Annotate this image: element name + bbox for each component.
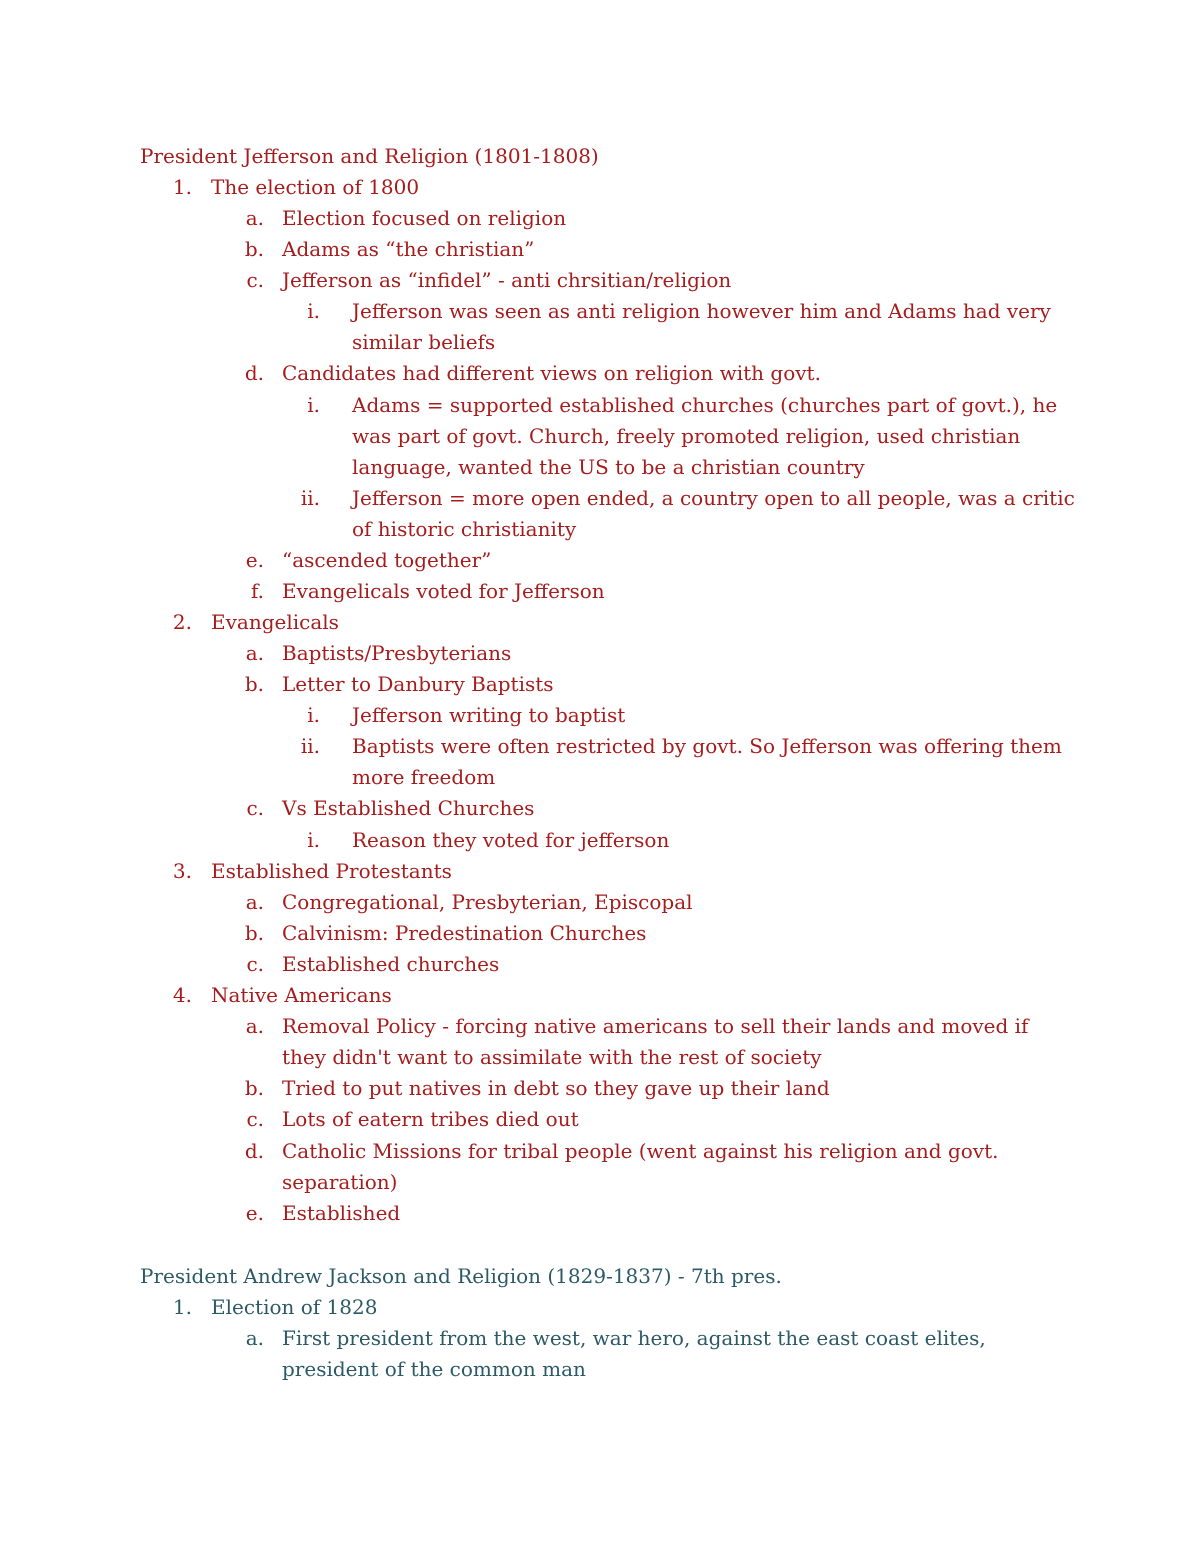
list-item: Baptists/Presbyterians (282, 641, 512, 665)
list-item: Evangelicals voted for Jefferson (282, 579, 605, 603)
list-item: Reason they voted for jefferson (352, 828, 670, 852)
list-item: Vs Established Churches (282, 796, 535, 820)
list-marker: a. (245, 1014, 264, 1038)
list-item: Election of 1828 (211, 1295, 378, 1319)
list-marker: c. (246, 1107, 264, 1131)
list-marker: e. (245, 548, 264, 572)
list-item: Lots of eatern tribes died out (282, 1107, 579, 1131)
section-title: President Jefferson and Religion (1801-1808) (140, 144, 599, 168)
list-item: Adams = supported established churches (churches part of govt.), he (352, 393, 1058, 417)
section-title: President Andrew Jackson and Religion (1829-1837) - 7th pres. (140, 1264, 782, 1288)
list-item: Congregational, Presbyterian, Episcopal (282, 890, 693, 914)
list-item: Catholic Missions for tribal people (went against his religion and govt. (282, 1139, 999, 1163)
list-marker: i. (307, 393, 320, 417)
list-item-continued: they didn't want to assimilate with the rest of society (282, 1045, 822, 1069)
list-marker: c. (246, 796, 264, 820)
list-item: Jefferson as “infidel” - anti chrsitian/religion (282, 268, 732, 292)
list-item: Established Protestants (211, 859, 452, 883)
list-item: Jefferson writing to baptist (352, 703, 626, 727)
list-marker: a. (245, 206, 264, 230)
list-item: Removal Policy - forcing native americans to sell their lands and moved if (282, 1014, 1029, 1038)
list-item: Tried to put natives in debt so they gave up their land (282, 1076, 830, 1100)
list-marker: 1. (172, 1295, 192, 1319)
list-item: “ascended together” (282, 548, 492, 572)
list-marker: a. (245, 1326, 264, 1350)
list-marker: 2. (172, 610, 192, 634)
list-item-continued: was part of govt. Church, freely promoted religion, used christian (352, 424, 1021, 448)
list-item-continued: separation) (282, 1170, 398, 1194)
list-marker: b. (244, 672, 264, 696)
list-marker: f. (250, 579, 264, 603)
list-marker: b. (244, 921, 264, 945)
list-marker: d. (244, 361, 264, 385)
list-item-continued: language, wanted the US to be a christian country (352, 455, 865, 479)
list-marker: e. (245, 1201, 264, 1225)
list-marker: b. (244, 1076, 264, 1100)
list-item-continued: more freedom (352, 765, 496, 789)
list-marker: 1. (172, 175, 192, 199)
list-item-continued: of historic christianity (352, 517, 577, 541)
list-item: Jefferson was seen as anti religion however him and Adams had very (352, 299, 1051, 323)
list-marker: i. (307, 828, 320, 852)
list-item: Letter to Danbury Baptists (282, 672, 554, 696)
list-item: Native Americans (211, 983, 392, 1007)
list-item: Evangelicals (211, 610, 339, 634)
list-item: Adams as “the christian” (282, 237, 535, 261)
list-item: Established churches (282, 952, 500, 976)
list-marker: d. (244, 1139, 264, 1163)
list-marker: b. (244, 237, 264, 261)
list-item: Calvinism: Predestination Churches (282, 921, 647, 945)
list-marker: c. (246, 268, 264, 292)
list-marker: i. (307, 299, 320, 323)
list-item: Candidates had different views on religion with govt. (282, 361, 821, 385)
list-item: Jefferson = more open ended, a country open to all people, was a critic (352, 486, 1075, 510)
list-marker: c. (246, 952, 264, 976)
list-marker: ii. (300, 734, 320, 758)
list-marker: a. (245, 641, 264, 665)
list-item: Established (282, 1201, 401, 1225)
list-marker: 4. (172, 983, 192, 1007)
list-marker: ii. (300, 486, 320, 510)
list-item-continued: similar beliefs (352, 330, 496, 354)
list-item: The election of 1800 (211, 175, 420, 199)
list-item-continued: president of the common man (282, 1357, 586, 1381)
list-marker: a. (245, 890, 264, 914)
list-marker: i. (307, 703, 320, 727)
list-item: Baptists were often restricted by govt. So Jefferson was offering them (352, 734, 1062, 758)
list-item: First president from the west, war hero, against the east coast elites, (282, 1326, 986, 1350)
list-marker: 3. (172, 859, 192, 883)
list-item: Election focused on religion (282, 206, 567, 230)
